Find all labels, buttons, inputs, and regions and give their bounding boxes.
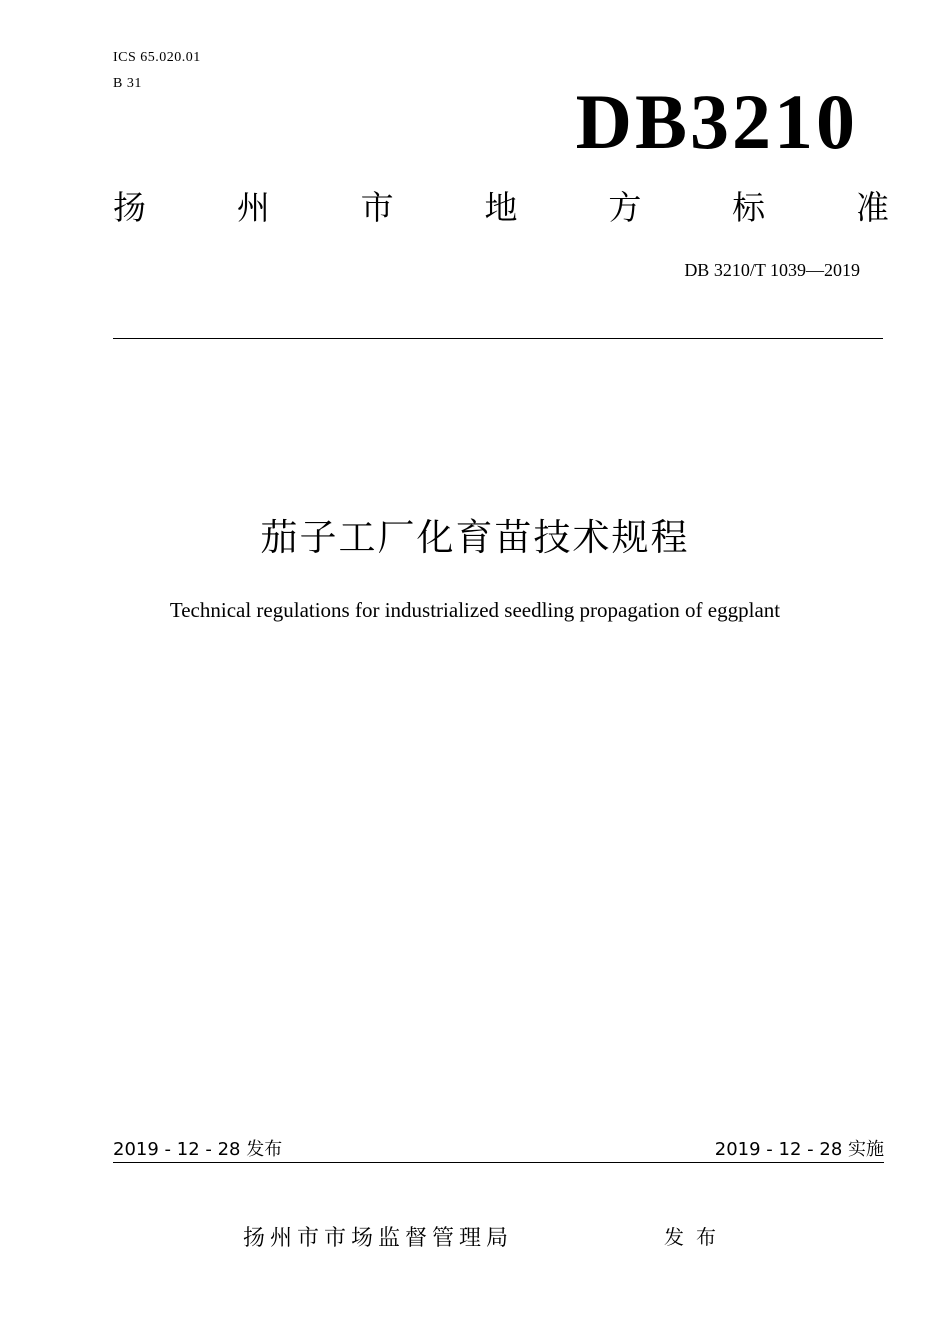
standard-type-char: 扬 — [113, 188, 146, 227]
standard-type-char: 地 — [484, 188, 518, 227]
header-divider — [113, 338, 883, 339]
issuing-authority: 扬州市市场监督管理局 — [243, 1226, 514, 1251]
title-english: Technical regulations for industrialized seedling propagation of eggplant — [169, 598, 781, 622]
footer-divider — [113, 1162, 884, 1163]
standard-type-char: 准 — [855, 188, 889, 227]
standard-type-char: 标 — [732, 188, 766, 227]
standard-number: DB 3210/T 1039—2019 — [684, 260, 860, 280]
standard-type-char: 州 — [236, 188, 270, 227]
db-code: DB3210 — [575, 78, 858, 165]
issue-date: 2019 - 12 - 28 发布 — [113, 1139, 283, 1160]
issue-label: 发布 — [664, 1225, 728, 1249]
standard-type-char: 市 — [360, 188, 394, 227]
classification-code: B 31 — [113, 76, 142, 91]
implementation-date: 2019 - 12 - 28 实施 — [714, 1139, 884, 1160]
title-chinese: 茄子工厂化育苗技术规程 — [260, 516, 690, 559]
standard-type-char: 方 — [608, 188, 642, 227]
standard-type — [113, 186, 889, 230]
ics-code: ICS 65.020.01 — [113, 50, 201, 65]
